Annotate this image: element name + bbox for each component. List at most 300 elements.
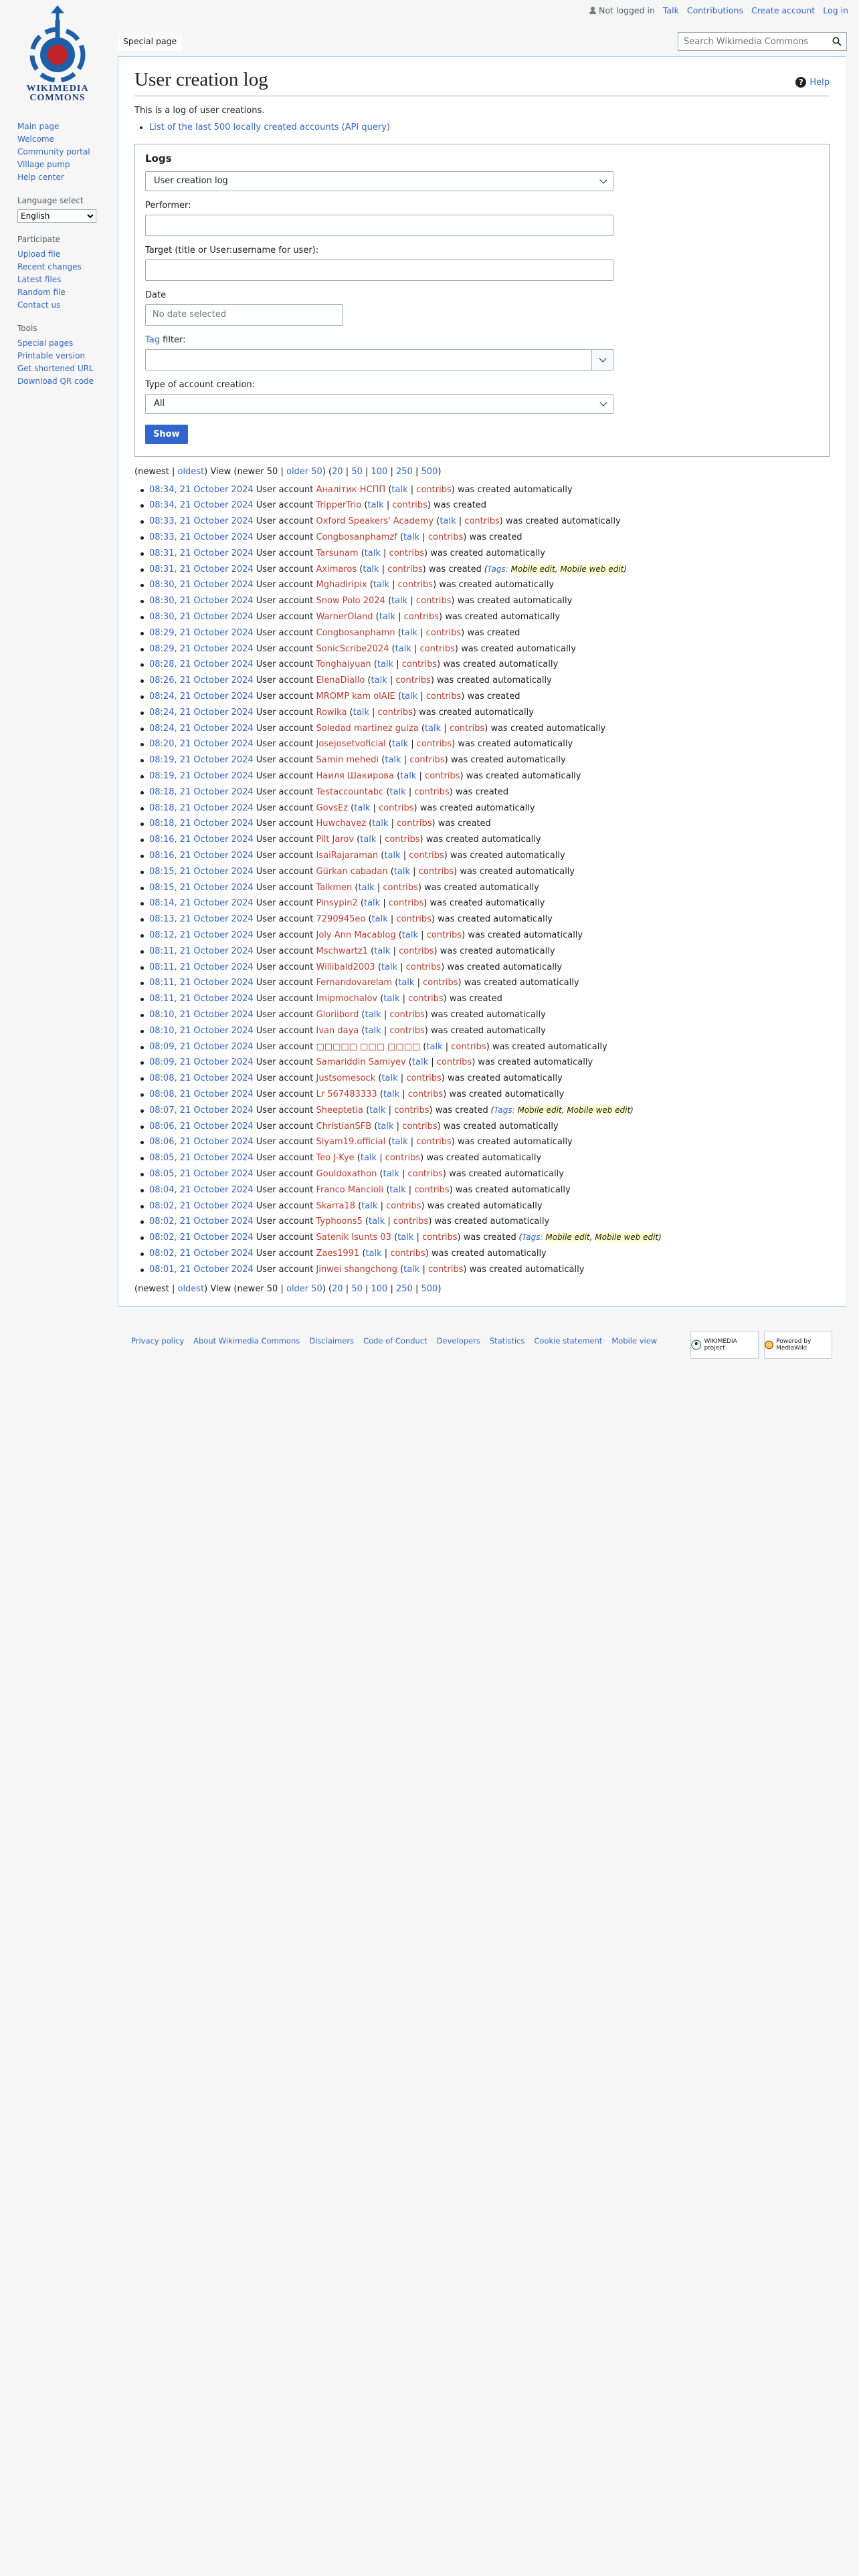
log-timestamp-link[interactable]: 08:18, 21 October 2024 bbox=[149, 786, 254, 797]
log-contribs-link[interactable]: contribs bbox=[426, 930, 462, 940]
log-talk-link[interactable]: talk bbox=[372, 819, 389, 829]
log-timestamp-link[interactable]: 08:02, 21 October 2024 bbox=[149, 1248, 254, 1259]
site-logo[interactable] bbox=[17, 4, 98, 104]
log-contribs-link[interactable]: contribs bbox=[408, 994, 444, 1004]
log-username-link[interactable]: Talkmen bbox=[316, 882, 353, 893]
log-username-link[interactable]: Tarsunam bbox=[316, 548, 359, 558]
log-contribs-link[interactable]: contribs bbox=[464, 516, 500, 527]
log-username-link[interactable]: Testaccountabc bbox=[316, 786, 384, 797]
log-username-link[interactable]: Satenik Isunts 03 bbox=[316, 1232, 391, 1243]
footer-link-code-of-conduct[interactable]: Code of Conduct bbox=[363, 1336, 427, 1346]
log-entry: 08:33, 21 October 2024 User account Congbosanphamzf (talk | contribs) was created bbox=[149, 530, 830, 546]
log-talk-link[interactable]: talk bbox=[385, 755, 401, 766]
log-contribs-link[interactable]: contribs bbox=[401, 659, 438, 670]
log-contribs-link[interactable]: contribs bbox=[390, 1248, 425, 1259]
log-user-account-text: User account bbox=[256, 1264, 314, 1275]
log-action-text: was created automatically bbox=[458, 739, 573, 750]
log-contribs-link[interactable]: contribs bbox=[415, 596, 452, 607]
log-talk-link[interactable]: talk bbox=[358, 882, 375, 893]
footer-link-disclaimers[interactable]: Disclaimers bbox=[309, 1336, 355, 1346]
log-username-link[interactable]: ElenaDiallo bbox=[316, 675, 365, 686]
log-action-text: was created automatically bbox=[430, 1025, 546, 1036]
log-action-text: was created automatically bbox=[466, 771, 581, 782]
log-entry: 08:16, 21 October 2024 User account Pilt Jarov (talk | contribs) was created automatically bbox=[149, 832, 830, 848]
log-timestamp-link[interactable]: 08:15, 21 October 2024 bbox=[149, 882, 254, 893]
log-tag-mobile-web-edit: Mobile web edit bbox=[560, 564, 624, 574]
log-username-link[interactable]: Snow Polo 2024 bbox=[316, 596, 385, 607]
sidebar-item-special-pages[interactable]: Special pages bbox=[17, 338, 74, 348]
log-contribs-link[interactable]: contribs bbox=[449, 723, 485, 734]
chevron-down-icon bbox=[599, 399, 607, 406]
performer-label: Performer: bbox=[145, 200, 191, 211]
log-user-account-text: User account bbox=[256, 835, 314, 845]
log-timestamp-link[interactable]: 08:29, 21 October 2024 bbox=[149, 627, 254, 638]
log-contribs-link[interactable]: contribs bbox=[383, 882, 418, 893]
log-contribs-link[interactable]: contribs bbox=[379, 802, 414, 813]
contributions-link[interactable]: Contributions bbox=[686, 5, 743, 15]
log-contribs-link[interactable]: contribs bbox=[416, 739, 452, 750]
log-entry: 08:14, 21 October 2024 User account Pinsypin2 (talk | contribs) was created automatically bbox=[149, 895, 830, 911]
log-username-link[interactable]: Soledad martinez guiza bbox=[316, 723, 419, 734]
log-contribs-link[interactable]: contribs bbox=[407, 1168, 443, 1179]
log-contribs-link[interactable]: contribs bbox=[402, 1121, 438, 1132]
log-username-link[interactable]: Jinwei shangchong bbox=[316, 1264, 397, 1275]
log-talk-link[interactable]: talk bbox=[367, 500, 384, 511]
log-talk-link[interactable]: talk bbox=[365, 1248, 382, 1259]
log-username-link[interactable]: Gloriibord bbox=[316, 1009, 359, 1020]
wikimedia-project-badge[interactable]: WIKIMEDIA project bbox=[690, 1331, 759, 1359]
log-username-link[interactable]: Samin mehedi bbox=[316, 755, 379, 766]
log-contribs-link[interactable]: contribs bbox=[427, 1264, 464, 1275]
sidebar-item-village-pump[interactable]: Village pump bbox=[17, 160, 70, 169]
log-talk-link[interactable]: talk bbox=[384, 851, 401, 861]
log-action-text: was created bbox=[463, 1232, 516, 1243]
log-tags-link[interactable]: Tags: bbox=[522, 1232, 543, 1243]
log-timestamp-link[interactable]: 08:18, 21 October 2024 bbox=[149, 802, 254, 813]
log-username-link[interactable]: ChristianSFB bbox=[316, 1121, 372, 1132]
log-timestamp-link[interactable]: 08:16, 21 October 2024 bbox=[149, 835, 254, 845]
log-username-link[interactable]: Willibald2003 bbox=[316, 962, 375, 972]
log-username-link[interactable]: Justsomesock bbox=[316, 1073, 376, 1084]
sidebar-item-recent-changes[interactable]: Recent changes bbox=[17, 262, 82, 272]
tab-special-page[interactable]: Special page bbox=[118, 29, 182, 51]
log-contribs-link[interactable]: contribs bbox=[409, 755, 445, 766]
target-input[interactable] bbox=[145, 259, 613, 281]
log-action-text: was created automatically bbox=[447, 1073, 563, 1084]
log-contribs-link[interactable]: contribs bbox=[397, 819, 432, 829]
log-user-account-text: User account bbox=[256, 755, 314, 766]
sidebar-item-random-file[interactable]: Random file bbox=[17, 288, 66, 297]
log-in-link[interactable]: Log in bbox=[823, 5, 848, 15]
log-username-link[interactable]: TripperTrio bbox=[316, 500, 362, 511]
logs-form bbox=[134, 144, 830, 457]
log-entry: 08:24, 21 October 2024 User account MROMP kam olAIE (talk | contribs) was created bbox=[149, 689, 830, 705]
log-talk-link[interactable]: talk bbox=[377, 1121, 394, 1132]
log-timestamp-link[interactable]: 08:04, 21 October 2024 bbox=[149, 1184, 254, 1195]
log-entry: 08:19, 21 October 2024 User account Наиля Шакирова (talk | contribs) was created automatically bbox=[149, 768, 830, 784]
log-timestamp-link[interactable]: 08:30, 21 October 2024 bbox=[149, 596, 254, 607]
log-username-link[interactable]: Gouldoxathon bbox=[316, 1168, 377, 1179]
sidebar-item-community-portal[interactable]: Community portal bbox=[17, 147, 90, 156]
log-username-link[interactable]: GovsEz bbox=[316, 802, 349, 813]
log-timestamp-link[interactable]: 08:07, 21 October 2024 bbox=[149, 1105, 254, 1115]
log-contribs-link[interactable]: contribs bbox=[416, 1137, 452, 1148]
log-username-link[interactable]: Oxford Speakers' Academy bbox=[316, 516, 434, 527]
log-talk-link[interactable]: talk bbox=[403, 532, 420, 543]
limit-100-link[interactable]: 100 bbox=[371, 466, 388, 477]
log-talk-link[interactable]: talk bbox=[373, 580, 389, 591]
log-contribs-link[interactable]: contribs bbox=[425, 627, 462, 638]
log-user-account-text: User account bbox=[256, 1232, 314, 1243]
log-talk-link[interactable]: talk bbox=[377, 659, 394, 670]
log-entry: 08:10, 21 October 2024 User account Ivan daya (talk | contribs) was created automatically bbox=[149, 1023, 830, 1039]
log-contribs-link[interactable]: contribs bbox=[403, 612, 440, 623]
older-50-link[interactable]: older 50 bbox=[286, 1283, 322, 1294]
pagination-bottom: (newest | oldest) View (newer 50 | older 50) (20 | 50 | 100 | 250 | 500) bbox=[134, 1283, 442, 1294]
log-contribs-link[interactable]: contribs bbox=[406, 1073, 442, 1084]
logs-form-legend: Logs bbox=[145, 152, 172, 165]
log-username-link[interactable]: Siyam19.official bbox=[316, 1137, 386, 1148]
log-talk-link[interactable]: talk bbox=[391, 484, 408, 495]
log-username-link[interactable]: Наиля Шакирова bbox=[316, 771, 394, 782]
log-talk-link[interactable]: talk bbox=[365, 1009, 381, 1020]
log-talk-link[interactable]: talk bbox=[424, 723, 442, 734]
log-entry: 08:02, 21 October 2024 User account Skarra18 (talk | contribs) was created automatically bbox=[149, 1198, 830, 1214]
log-contribs-link[interactable]: contribs bbox=[451, 1041, 486, 1052]
log-username-link[interactable]: □□□□□ □□□ □□□□ bbox=[316, 1041, 421, 1052]
log-contribs-link[interactable]: contribs bbox=[385, 1153, 421, 1164]
log-contribs-link[interactable]: contribs bbox=[392, 500, 427, 511]
log-username-link[interactable]: Pilt Jarov bbox=[316, 835, 355, 845]
log-timestamp-link[interactable]: 08:08, 21 October 2024 bbox=[149, 1089, 254, 1099]
log-username-link[interactable]: Typhoons5 bbox=[316, 1216, 363, 1227]
log-talk-link[interactable]: talk bbox=[391, 739, 409, 750]
log-username-link[interactable]: Congbosanphamzf bbox=[316, 532, 397, 543]
log-timestamp-link[interactable]: 08:33, 21 October 2024 bbox=[149, 532, 254, 543]
log-contribs-link[interactable]: contribs bbox=[377, 707, 413, 718]
log-contribs-link[interactable]: contribs bbox=[396, 914, 432, 925]
log-timestamp-link[interactable]: 08:30, 21 October 2024 bbox=[149, 580, 254, 591]
account-type-dropdown[interactable]: All bbox=[145, 394, 613, 414]
log-contribs-link[interactable]: contribs bbox=[419, 643, 455, 654]
limit-100-link[interactable]: 100 bbox=[371, 1283, 388, 1294]
log-timestamp-link[interactable]: 08:20, 21 October 2024 bbox=[149, 739, 254, 750]
log-username-link[interactable]: Tonghaiyuan bbox=[316, 659, 371, 670]
log-talk-link[interactable]: talk bbox=[354, 802, 371, 813]
limit-500-link[interactable]: 500 bbox=[421, 1283, 438, 1294]
log-contribs-link[interactable]: contribs bbox=[425, 771, 460, 782]
log-entry: 08:09, 21 October 2024 User account □□□□□ □□□ □□□□ (talk | contribs) was created automatically bbox=[149, 1039, 830, 1055]
log-timestamp-link[interactable]: 08:30, 21 October 2024 bbox=[149, 612, 254, 623]
log-timestamp-link[interactable]: 08:34, 21 October 2024 bbox=[149, 500, 254, 511]
log-username-link[interactable]: Franco Mancioli bbox=[316, 1184, 384, 1195]
log-action-text: was created automatically bbox=[431, 1248, 547, 1259]
log-contribs-link[interactable]: contribs bbox=[418, 866, 454, 877]
log-timestamp-link[interactable]: 08:15, 21 October 2024 bbox=[149, 866, 254, 877]
log-timestamp-link[interactable]: 08:12, 21 October 2024 bbox=[149, 930, 254, 940]
log-username-link[interactable]: Lr 567483333 bbox=[316, 1089, 377, 1099]
limit-500-link[interactable]: 500 bbox=[421, 466, 438, 477]
log-talk-link[interactable]: talk bbox=[403, 1264, 420, 1275]
performer-input[interactable] bbox=[145, 215, 613, 236]
log-timestamp-link[interactable]: 08:05, 21 October 2024 bbox=[149, 1168, 254, 1179]
log-contribs-link[interactable]: contribs bbox=[416, 484, 452, 495]
log-username-link[interactable]: Imipmochalov bbox=[316, 994, 378, 1004]
log-username-link[interactable]: Skarra18 bbox=[316, 1200, 355, 1211]
wikimedia-icon bbox=[691, 1339, 701, 1350]
log-talk-link[interactable]: talk bbox=[365, 1025, 381, 1036]
log-username-link[interactable]: Sheeptetia bbox=[316, 1105, 364, 1115]
log-tags-link[interactable]: Tags: bbox=[494, 1105, 515, 1115]
show-button[interactable]: Show bbox=[145, 425, 188, 444]
search-button[interactable] bbox=[828, 33, 846, 50]
help-link[interactable]: ? Help bbox=[795, 77, 830, 88]
log-timestamp-link[interactable]: 08:08, 21 October 2024 bbox=[149, 1073, 254, 1084]
log-talk-link[interactable]: talk bbox=[369, 1216, 385, 1227]
tag-filter-input[interactable] bbox=[145, 349, 592, 370]
log-username-link[interactable]: SonicScribe2024 bbox=[316, 643, 389, 654]
log-action-text: was created automatically bbox=[457, 1137, 573, 1148]
log-contribs-link[interactable]: contribs bbox=[399, 946, 434, 956]
log-talk-link[interactable]: talk bbox=[389, 1184, 406, 1195]
log-timestamp-link[interactable]: 08:11, 21 October 2024 bbox=[149, 978, 254, 988]
mediawiki-icon bbox=[765, 1339, 773, 1350]
sidebar-item-get-shortened-url[interactable]: Get shortened URL bbox=[17, 364, 94, 373]
log-talk-link[interactable]: talk bbox=[398, 978, 415, 988]
log-talk-link[interactable]: talk bbox=[391, 1137, 408, 1148]
log-contribs-link[interactable]: contribs bbox=[395, 675, 431, 686]
log-username-link[interactable]: Ivan daya bbox=[316, 1025, 359, 1036]
log-timestamp-link[interactable]: 08:02, 21 October 2024 bbox=[149, 1200, 254, 1211]
log-talk-link[interactable]: talk bbox=[363, 898, 381, 909]
oldest-link[interactable]: oldest bbox=[177, 1283, 205, 1294]
log-username-link[interactable]: Fernandovarelam bbox=[316, 978, 392, 988]
log-contribs-link[interactable]: contribs bbox=[423, 978, 458, 988]
log-user-account-text: User account bbox=[256, 882, 314, 893]
log-action-text: was created automatically bbox=[492, 1041, 607, 1052]
log-username-link[interactable]: Rowika bbox=[316, 707, 347, 718]
log-contribs-link[interactable]: contribs bbox=[436, 1057, 472, 1068]
log-timestamp-link[interactable]: 08:34, 21 October 2024 bbox=[149, 484, 254, 495]
log-contribs-link[interactable]: contribs bbox=[386, 1200, 421, 1211]
sidebar-navigation bbox=[17, 120, 104, 184]
log-timestamp-link[interactable]: 08:13, 21 October 2024 bbox=[149, 914, 254, 925]
log-username-link[interactable]: MROMP kam olAIE bbox=[316, 691, 395, 702]
log-contribs-link[interactable]: contribs bbox=[394, 1105, 430, 1115]
log-action-text: was created automatically bbox=[457, 484, 573, 495]
log-tags-link[interactable]: Tags: bbox=[487, 564, 508, 574]
limit-250-link[interactable]: 250 bbox=[396, 466, 413, 477]
footer bbox=[118, 1331, 846, 1352]
log-username-link[interactable]: Mschwartz1 bbox=[316, 946, 369, 956]
log-contribs-link[interactable]: contribs bbox=[388, 898, 424, 909]
log-user-account-text: User account bbox=[256, 500, 314, 511]
log-timestamp-link[interactable]: 08:24, 21 October 2024 bbox=[149, 691, 254, 702]
log-timestamp-link[interactable]: 08:10, 21 October 2024 bbox=[149, 1009, 254, 1020]
footer-link-privacy[interactable]: Privacy policy bbox=[131, 1336, 185, 1346]
log-action-text: was created automatically bbox=[450, 755, 566, 766]
log-username-link[interactable]: Josejosetvoficial bbox=[316, 739, 386, 750]
sidebar-item-printable-version[interactable]: Printable version bbox=[17, 351, 86, 360]
log-username-link[interactable]: Аналітик НСПП bbox=[316, 484, 386, 495]
log-username-link[interactable]: Congbosanphamn bbox=[316, 627, 395, 638]
log-timestamp-link[interactable]: 08:24, 21 October 2024 bbox=[149, 707, 254, 718]
log-username-link[interactable]: Joly Ann Macablog bbox=[316, 930, 396, 940]
log-timestamp-link[interactable]: 08:02, 21 October 2024 bbox=[149, 1216, 254, 1227]
log-timestamp-link[interactable]: 08:06, 21 October 2024 bbox=[149, 1121, 254, 1132]
log-username-link[interactable]: Zaes1991 bbox=[316, 1248, 360, 1259]
search-input[interactable] bbox=[678, 37, 828, 47]
talk-link[interactable]: Talk bbox=[662, 5, 679, 15]
log-user-account-text: User account bbox=[256, 1121, 314, 1132]
log-timestamp-link[interactable]: 08:14, 21 October 2024 bbox=[149, 898, 254, 909]
log-talk-link[interactable]: talk bbox=[426, 1041, 443, 1052]
sidebar-item-contact-us[interactable]: Contact us bbox=[17, 300, 61, 310]
log-entry: 08:10, 21 October 2024 User account Gloriibord (talk | contribs) was created automatically bbox=[149, 1007, 830, 1023]
log-talk-link[interactable]: talk bbox=[401, 627, 418, 638]
log-contribs-link[interactable]: contribs bbox=[389, 1009, 425, 1020]
log-talk-link[interactable]: talk bbox=[400, 771, 417, 782]
footer-link-mobile-view[interactable]: Mobile view bbox=[611, 1336, 658, 1346]
log-timestamp-link[interactable]: 08:19, 21 October 2024 bbox=[149, 771, 254, 782]
limit-20-link[interactable]: 20 bbox=[332, 466, 343, 477]
log-contribs-link[interactable]: contribs bbox=[414, 786, 450, 797]
log-timestamp-link[interactable]: 08:11, 21 October 2024 bbox=[149, 946, 254, 956]
log-talk-link[interactable]: talk bbox=[369, 1105, 386, 1115]
log-talk-link[interactable]: talk bbox=[360, 1153, 377, 1164]
log-username-link[interactable]: WarnerOland bbox=[316, 612, 373, 623]
log-contribs-link[interactable]: contribs bbox=[425, 691, 462, 702]
language-select[interactable] bbox=[17, 209, 96, 223]
log-talk-link[interactable]: talk bbox=[383, 1089, 400, 1099]
log-username-link[interactable]: Pinsypin2 bbox=[316, 898, 358, 909]
footer-link-statistics[interactable]: Statistics bbox=[489, 1336, 525, 1346]
log-user-account-text: User account bbox=[256, 643, 314, 654]
sidebar-item-upload-file[interactable]: Upload file bbox=[17, 249, 61, 259]
log-talk-link[interactable]: talk bbox=[371, 914, 388, 925]
log-talk-link[interactable]: talk bbox=[381, 962, 398, 972]
log-username-link[interactable]: Teo J-Kye bbox=[316, 1153, 355, 1164]
log-username-link[interactable]: IsaiRajaraman bbox=[316, 851, 379, 861]
log-user-account-text: User account bbox=[256, 914, 314, 925]
log-talk-link[interactable]: talk bbox=[401, 930, 419, 940]
log-contribs-link[interactable]: contribs bbox=[389, 548, 424, 558]
log-timestamp-link[interactable]: 08:24, 21 October 2024 bbox=[149, 723, 254, 734]
log-talk-link[interactable]: talk bbox=[411, 1057, 429, 1068]
limit-250-link[interactable]: 250 bbox=[396, 1283, 413, 1294]
log-talk-link[interactable]: talk bbox=[361, 1200, 378, 1211]
log-contribs-link[interactable]: contribs bbox=[389, 1025, 425, 1036]
limit-20-link[interactable]: 20 bbox=[332, 1283, 343, 1294]
log-contribs-link[interactable]: contribs bbox=[405, 962, 442, 972]
log-talk-link[interactable]: talk bbox=[374, 946, 391, 956]
log-talk-link[interactable]: talk bbox=[395, 643, 411, 654]
date-input[interactable]: No date selected bbox=[145, 304, 343, 326]
footer-link-developers[interactable]: Developers bbox=[436, 1336, 480, 1346]
log-talk-link[interactable]: talk bbox=[401, 691, 418, 702]
log-contribs-link[interactable]: contribs bbox=[427, 532, 464, 543]
powered-by-mediawiki-badge[interactable]: Powered by MediaWiki bbox=[764, 1331, 832, 1359]
older-50-link[interactable]: older 50 bbox=[286, 466, 322, 477]
log-type-dropdown[interactable]: User creation log bbox=[145, 171, 613, 191]
log-timestamp-link[interactable]: 08:16, 21 October 2024 bbox=[149, 851, 254, 861]
sidebar-item-welcome[interactable]: Welcome bbox=[17, 134, 54, 144]
log-timestamp-link[interactable]: 08:26, 21 October 2024 bbox=[149, 675, 254, 686]
sidebar-item-help-center[interactable]: Help center bbox=[17, 173, 64, 182]
log-username-link[interactable]: Mghadiripix bbox=[316, 580, 367, 591]
sidebar-item-latest-files[interactable]: Latest files bbox=[17, 275, 62, 284]
create-account-link[interactable]: Create account bbox=[751, 5, 816, 15]
log-talk-link[interactable]: talk bbox=[393, 866, 411, 877]
log-username-link[interactable]: Aximaros bbox=[316, 564, 357, 574]
api-query-link[interactable]: List of the last 500 locally created accounts (API query) bbox=[149, 122, 390, 132]
log-timestamp-link[interactable]: 08:01, 21 October 2024 bbox=[149, 1264, 254, 1275]
log-timestamp-link[interactable]: 08:29, 21 October 2024 bbox=[149, 643, 254, 654]
log-timestamp-link[interactable]: 08:11, 21 October 2024 bbox=[149, 994, 254, 1004]
log-username-link[interactable]: 7290945eo bbox=[316, 914, 366, 925]
log-talk-link[interactable]: talk bbox=[391, 596, 408, 607]
limit-50-link[interactable]: 50 bbox=[351, 1283, 363, 1294]
log-timestamp-link[interactable]: 08:28, 21 October 2024 bbox=[149, 659, 254, 670]
log-contribs-link[interactable]: contribs bbox=[414, 1184, 450, 1195]
log-timestamp-link[interactable]: 08:09, 21 October 2024 bbox=[149, 1057, 254, 1068]
log-talk-link[interactable]: talk bbox=[440, 516, 456, 527]
log-entry: 08:30, 21 October 2024 User account Mghadiripix (talk | contribs) was created automatically bbox=[149, 577, 830, 593]
oldest-link[interactable]: oldest bbox=[177, 466, 205, 477]
log-contribs-link[interactable]: contribs bbox=[385, 835, 420, 845]
log-talk-link[interactable]: talk bbox=[383, 994, 400, 1004]
log-timestamp-link[interactable]: 08:31, 21 October 2024 bbox=[149, 548, 254, 558]
sidebar-item-main-page[interactable]: Main page bbox=[17, 122, 60, 131]
log-talk-link[interactable]: talk bbox=[363, 564, 379, 574]
tag-help-link[interactable]: Tag bbox=[145, 334, 161, 345]
log-contribs-link[interactable]: contribs bbox=[409, 851, 444, 861]
log-talk-link[interactable]: talk bbox=[397, 1232, 414, 1243]
log-talk-link[interactable]: talk bbox=[353, 707, 369, 718]
log-timestamp-link[interactable]: 08:33, 21 October 2024 bbox=[149, 516, 254, 527]
tag-filter-dropdown-button[interactable] bbox=[592, 349, 613, 370]
log-timestamp-link[interactable]: 08:11, 21 October 2024 bbox=[149, 962, 254, 972]
log-talk-link[interactable]: talk bbox=[383, 1168, 399, 1179]
log-talk-link[interactable]: talk bbox=[389, 786, 406, 797]
log-username-link[interactable]: Samariddin Samiyev bbox=[316, 1057, 406, 1068]
log-username-link[interactable]: Huwchavez bbox=[316, 819, 367, 829]
log-timestamp-link[interactable]: 08:10, 21 October 2024 bbox=[149, 1025, 254, 1036]
log-talk-link[interactable]: talk bbox=[364, 548, 381, 558]
footer-link-about[interactable]: About Wikimedia Commons bbox=[193, 1336, 300, 1346]
log-username-link[interactable]: Gürkan cabadan bbox=[316, 866, 388, 877]
log-talk-link[interactable]: talk bbox=[371, 675, 387, 686]
log-contribs-link[interactable]: contribs bbox=[387, 564, 423, 574]
log-talk-link[interactable]: talk bbox=[360, 835, 377, 845]
log-timestamp-link[interactable]: 08:02, 21 October 2024 bbox=[149, 1232, 254, 1243]
log-contribs-link[interactable]: contribs bbox=[407, 1089, 444, 1099]
log-timestamp-link[interactable]: 08:31, 21 October 2024 bbox=[149, 564, 254, 574]
log-timestamp-link[interactable]: 08:06, 21 October 2024 bbox=[149, 1137, 254, 1148]
log-talk-link[interactable]: talk bbox=[379, 612, 395, 623]
log-timestamp-link[interactable]: 08:19, 21 October 2024 bbox=[149, 755, 254, 766]
limit-50-link[interactable]: 50 bbox=[351, 466, 363, 477]
log-timestamp-link[interactable]: 08:05, 21 October 2024 bbox=[149, 1153, 254, 1164]
sidebar-item-download-qr-code[interactable]: Download QR code bbox=[17, 377, 94, 386]
log-contribs-link[interactable]: contribs bbox=[393, 1216, 429, 1227]
footer-link-cookie-statement[interactable]: Cookie statement bbox=[534, 1336, 603, 1346]
log-timestamp-link[interactable]: 08:18, 21 October 2024 bbox=[149, 819, 254, 829]
log-contribs-link[interactable]: contribs bbox=[422, 1232, 458, 1243]
log-talk-link[interactable]: talk bbox=[381, 1073, 398, 1084]
log-contribs-link[interactable]: contribs bbox=[397, 580, 434, 591]
log-timestamp-link[interactable]: 08:09, 21 October 2024 bbox=[149, 1041, 254, 1052]
